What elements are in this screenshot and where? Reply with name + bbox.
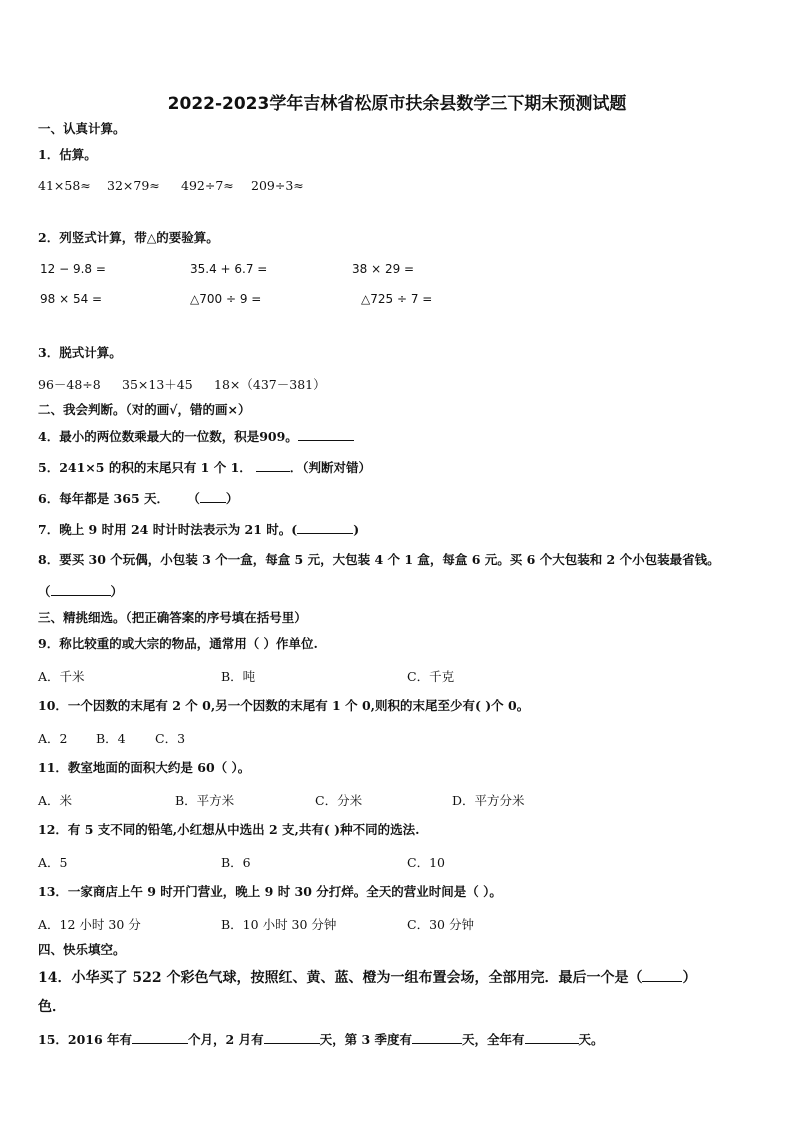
- q10-option-c[interactable]: C．3: [155, 731, 186, 746]
- q15-part-3: 天，第 3 季度有: [319, 1032, 413, 1047]
- q13-option-b[interactable]: B．10 小时 30 分钟: [221, 917, 337, 932]
- q2-r2-c1: 98 × 54 =: [40, 292, 103, 306]
- q1-item-1: 41×58≈: [38, 178, 91, 193]
- question-12-stem: 12．有 5 支不同的铅笔,小红想从中选出 2 支,共有( )种不同的选法.: [38, 822, 420, 837]
- question-13-stem: 13．一家商店上午 9 时开门营业，晚上 9 时 30 分打烊。全天的营业时间是（ ）。: [38, 884, 502, 899]
- answer-blank[interactable]: [525, 1031, 579, 1044]
- q11-option-c[interactable]: C．分米: [315, 793, 363, 808]
- question-7-text: 7．晚上 9 时用 24 时计时法表示为 21 时。(: [38, 522, 298, 537]
- close-paren: ): [353, 522, 360, 537]
- q2-r2-c3: △725 ÷ 7 =: [361, 292, 433, 306]
- answer-blank[interactable]: [132, 1031, 188, 1044]
- question-6-text: 6．每年都是 365 天．: [38, 491, 169, 506]
- section-4-heading: 四、快乐填空。: [38, 942, 126, 957]
- answer-blank[interactable]: [200, 490, 226, 503]
- q3-item-2: 35×13＋45: [122, 377, 193, 392]
- question-14-text: 14．小华买了 522 个彩色气球，按照红、黄、蓝、橙为一组布置会场，全部用完．最后一个是（: [38, 970, 643, 986]
- q2-r1-c1: 12 − 9.8 =: [40, 262, 106, 276]
- q11-option-b[interactable]: B．平方米: [175, 793, 235, 808]
- q11-option-a[interactable]: A．米: [38, 793, 73, 808]
- q9-option-c[interactable]: C．千克: [407, 669, 455, 684]
- q3-item-1: 96－48÷8: [38, 377, 101, 392]
- q15-part-2: 个月，2 月有: [188, 1032, 264, 1047]
- q2-r1-c2: 35.4 + 6.7 =: [190, 262, 268, 276]
- page-title: 2022-2023学年吉林省松原市扶余县数学三下期末预测试题: [167, 94, 627, 114]
- q10-option-b[interactable]: B．4: [96, 731, 126, 746]
- q15-part-5: 天。: [578, 1032, 604, 1047]
- question-5-text: 5．241×5 的积的末尾只有 1 个 1．: [38, 460, 252, 475]
- answer-blank[interactable]: [256, 459, 290, 472]
- question-6: [38, 490, 238, 507]
- q13-option-a[interactable]: A．12 小时 30 分: [38, 917, 141, 932]
- question-4: [38, 428, 354, 445]
- q9-option-b[interactable]: B．吨: [221, 669, 256, 684]
- question-14: [38, 967, 696, 987]
- question-15: [38, 1031, 604, 1048]
- q1-item-2: 32×79≈: [107, 178, 160, 193]
- close-paren: ）: [225, 491, 239, 506]
- q1-item-4: 209÷3≈: [251, 178, 304, 193]
- q13-option-c[interactable]: C．30 分钟: [407, 917, 474, 932]
- section-1-heading: 一、认真计算。: [38, 121, 126, 136]
- q15-part-1: 15．2016 年有: [38, 1032, 133, 1047]
- q2-r1-c3: 38 × 29 =: [352, 262, 415, 276]
- q10-option-a[interactable]: A．2: [38, 731, 68, 746]
- answer-blank[interactable]: [298, 428, 354, 441]
- open-paren: （: [187, 491, 200, 506]
- question-7: [38, 521, 359, 538]
- question-11-stem: 11．教室地面的面积大约是 60（ ）。: [38, 760, 251, 775]
- q12-option-a[interactable]: A．5: [38, 855, 68, 870]
- question-9-stem: 9．称比较重的或大宗的物品，通常用（ ）作单位.: [38, 636, 318, 651]
- answer-blank[interactable]: [264, 1031, 320, 1044]
- question-1-title: 1．估算。: [38, 147, 97, 162]
- q3-item-3: 18×（437－381）: [214, 377, 326, 392]
- question-10-stem: 10．一个因数的末尾有 2 个 0,另一个因数的末尾有 1 个 0,则积的末尾至少有( )个 0。: [38, 698, 530, 713]
- question-8-answer: [38, 583, 123, 600]
- question-2-title: 2．列竖式计算，带△的要验算。: [38, 230, 219, 245]
- q12-option-c[interactable]: C．10: [407, 855, 445, 870]
- q15-part-4: 天，全年有: [462, 1032, 525, 1047]
- close-paren: ）: [682, 970, 697, 986]
- question-14-end: 色．: [38, 999, 66, 1015]
- question-5: [38, 459, 371, 476]
- q9-option-a[interactable]: A．千米: [38, 669, 85, 684]
- section-2-heading: 二、我会判断。（对的画√，错的画×）: [38, 402, 251, 417]
- question-3-title: 3．脱式计算。: [38, 345, 122, 360]
- question-8: 8．要买 30 个玩偶，小包装 3 个一盒，每盒 5 元，大包装 4 个 1 盒，每盒 6 元。买 6 个大包装和 2 个小包装最省钱。: [38, 552, 720, 567]
- open-paren: （: [38, 584, 51, 599]
- answer-blank[interactable]: [297, 521, 353, 534]
- q11-option-d[interactable]: D．平方分米: [452, 793, 525, 808]
- answer-blank[interactable]: [642, 967, 682, 982]
- q1-item-3: 492÷7≈: [181, 178, 234, 193]
- q12-option-b[interactable]: B．6: [221, 855, 251, 870]
- close-paren: ）: [110, 584, 124, 599]
- question-4-text: 4．最小的两位数乘最大的一位数，积是909。: [38, 429, 298, 444]
- q2-r2-c2: △700 ÷ 9 =: [190, 292, 262, 306]
- answer-blank[interactable]: [412, 1031, 462, 1044]
- answer-blank[interactable]: [51, 583, 111, 596]
- question-5-suffix: ．（判断对错）: [289, 460, 372, 475]
- section-3-heading: 三、精挑细选。（把正确答案的序号填在括号里）: [38, 610, 307, 625]
